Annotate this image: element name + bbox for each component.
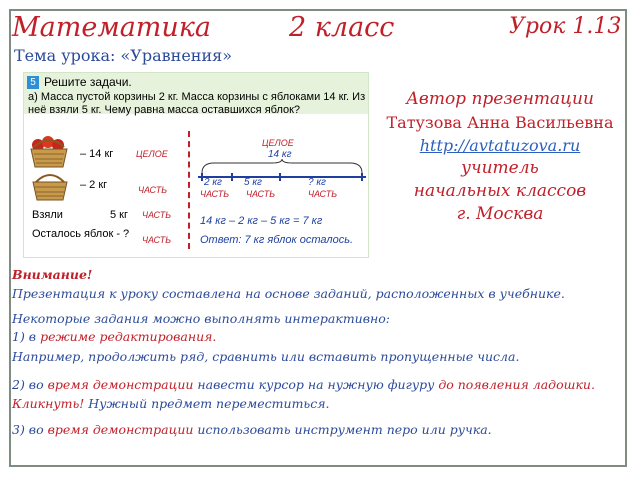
task-title: Решите задачи. <box>44 75 132 89</box>
author-line6: г. Москва <box>456 204 544 224</box>
note-5 <box>12 377 595 392</box>
note-3 <box>12 329 216 344</box>
note-7c: использовать инструмент перо или ручка. <box>193 422 492 437</box>
note-3b: режиме редактирования. <box>40 329 217 344</box>
row1-value: – 14 кг <box>80 148 114 160</box>
author-name: Татузова Анна Васильевна <box>386 113 614 132</box>
note-5c: навести курсор на нужную фигуру <box>193 377 439 392</box>
author-link[interactable]: http://avtatuzova.ru <box>419 136 581 155</box>
note-attention <box>12 267 92 282</box>
note-5d: до появления ладошки. <box>438 377 595 392</box>
divider <box>188 131 190 249</box>
author-line1: Автор презентации <box>406 89 594 109</box>
seg3-value: ? кг <box>308 177 326 188</box>
row3-value: 5 кг <box>110 209 128 221</box>
topic-title: Тема урока: «Уравнения» <box>14 46 232 65</box>
row4-tag: ЧАСТЬ <box>142 235 172 245</box>
author-block <box>372 88 628 226</box>
attention-label: Внимание! <box>12 267 93 282</box>
note-5b: время демонстрации <box>47 377 194 392</box>
note-6 <box>12 396 329 411</box>
whole-value: 14 кг <box>268 149 292 160</box>
note-6a: Кликнуть! <box>12 396 85 411</box>
lesson-title: Урок 1.13 <box>509 14 622 39</box>
note-4: Например, продолжить ряд, сравнить или вставить пропущенные числа. <box>12 349 520 364</box>
note-2: Некоторые задания можно выполнять интерактивно: <box>12 311 390 326</box>
grade-title: 2 класс <box>289 12 395 43</box>
note-1: Презентация к уроку составлена на основе заданий, расположенных в учебнике. <box>12 286 565 301</box>
seg3-tag: ЧАСТЬ <box>308 189 338 199</box>
seg2-value: 5 кг <box>244 177 262 188</box>
task-number: 5 <box>27 76 39 89</box>
basket-with-apples-icon[interactable] <box>28 131 70 169</box>
seg1-value: 2 кг <box>204 177 222 188</box>
row4-label: Осталось яблок - ? <box>32 228 130 240</box>
subject-title: Математика <box>12 12 212 43</box>
note-5a: 2) во <box>12 377 48 392</box>
row2-tag: ЧАСТЬ <box>138 185 168 195</box>
seg1-tag: ЧАСТЬ <box>200 189 230 199</box>
whole-label: ЦЕЛОЕ <box>262 138 294 148</box>
row2-value: – 2 кг <box>80 179 108 191</box>
answer: Ответ: 7 кг яблок осталось. <box>200 234 354 246</box>
note-7a: 3) во <box>12 422 48 437</box>
author-line4: учитель <box>461 158 539 178</box>
row1-tag: ЦЕЛОЕ <box>136 149 168 159</box>
note-3a: 1) в <box>12 329 41 344</box>
row3-label: Взяли <box>32 209 63 221</box>
row3-tag: ЧАСТЬ <box>142 210 172 220</box>
note-6b: Нужный предмет переместиться. <box>84 396 330 411</box>
equation: 14 кг – 2 кг – 5 кг = 7 кг <box>200 215 323 227</box>
empty-basket-icon[interactable] <box>30 168 70 202</box>
task-text: а) Масса пустой корзины 2 кг. Масса корзины с яблоками 14 кг. Из неё взяли 5 кг. Чему равна масса оставшихся яблок? <box>28 91 366 116</box>
task-card <box>23 72 369 258</box>
note-7 <box>12 422 492 437</box>
author-line5: начальных классов <box>413 181 587 201</box>
note-7b: время демонстрации <box>47 422 194 437</box>
seg2-tag: ЧАСТЬ <box>246 189 276 199</box>
